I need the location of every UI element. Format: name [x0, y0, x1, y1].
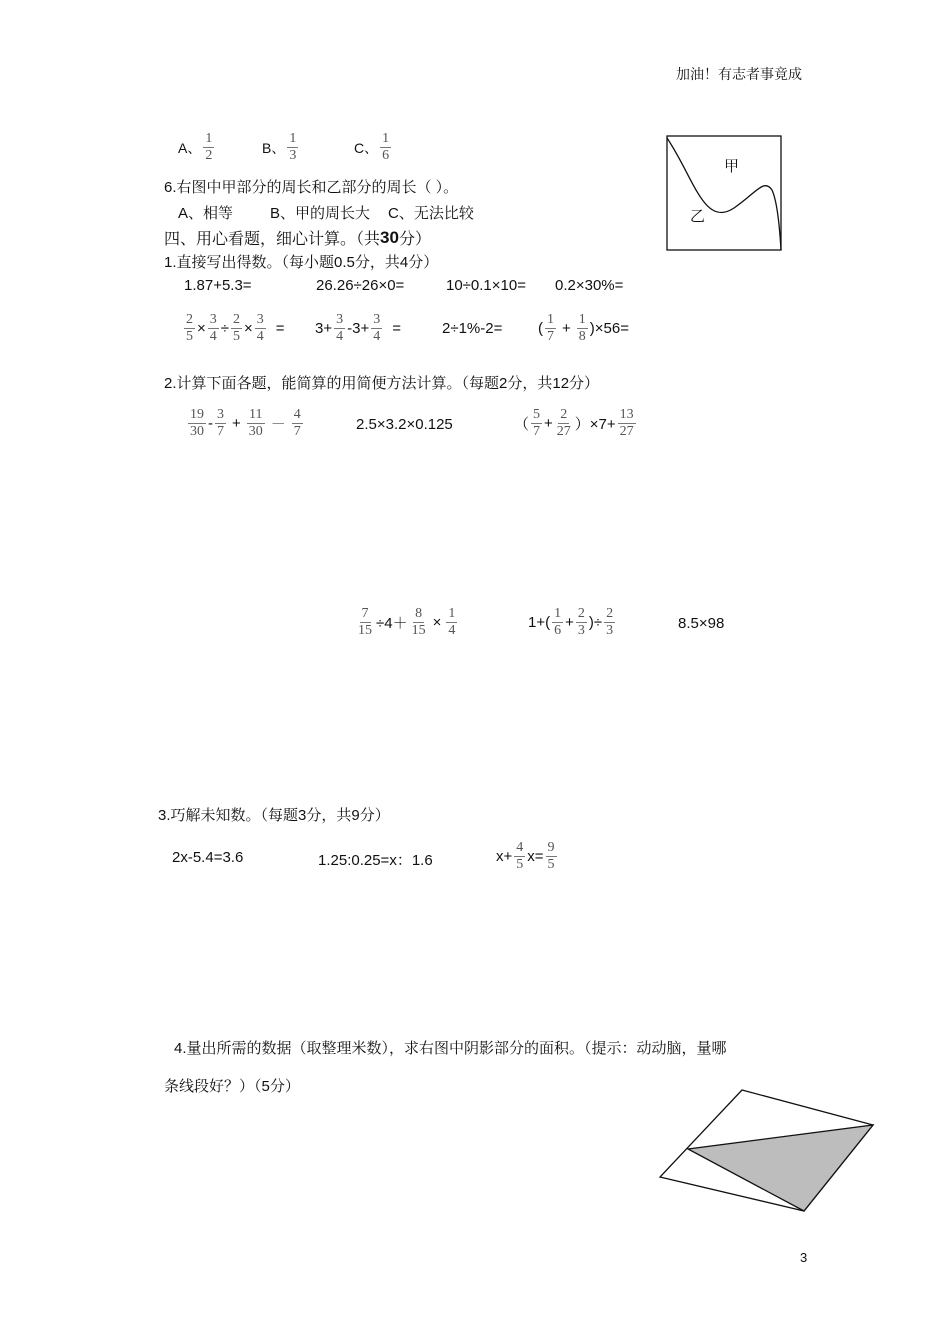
- s2-problem-5: 1+( $\frac{1}{6}$ + $\frac{2}{3}$ )÷ $\frac{2}{3}$: [528, 606, 614, 638]
- fraction: $\frac{1}{2}$: [205, 131, 213, 163]
- fraction: $\frac{4}{7}$: [293, 407, 301, 439]
- fraction: $\frac{3}{4}$: [336, 312, 344, 344]
- s2-problem-3: （ $\frac{5}{7}$ + $\frac{2}{27}$ ）×7+ $\frac{13}{27}$: [514, 407, 634, 439]
- option-label: A、: [178, 139, 202, 156]
- fraction: $\frac{1}{6}$: [554, 606, 562, 638]
- fraction: $\frac{2}{5}$: [233, 312, 240, 344]
- fraction: $\frac{3}{4}$: [256, 312, 264, 344]
- fraction: $\frac{19}{30}$: [190, 407, 204, 439]
- s2-problem-2: 2.5×3.2×0.125: [356, 416, 453, 433]
- figure-jia-yi: [664, 133, 784, 253]
- fraction: $\frac{1}{7}$: [547, 312, 554, 344]
- s2-problem-4: $\frac{7}{15}$ ÷4＋ $\frac{8}{15}$ × $\frac{1}{4}$: [358, 606, 456, 638]
- label-yi: 乙: [690, 208, 706, 225]
- s4-text-line-2: 条线段好？）（5分）: [164, 1078, 300, 1095]
- calc-5: $\frac{2}{5}$ × $\frac{3}{4}$ ÷ $\frac{2}{5}$ × $\frac{3}{4}$ =: [186, 312, 285, 344]
- fraction: $\frac{2}{27}$: [556, 407, 571, 439]
- fraction: $\frac{2}{3}$: [577, 606, 585, 638]
- calc-3: 10÷0.1×10=: [446, 277, 526, 294]
- s4-text-line-1: 4.量出所需的数据（取整理米数），求右图中阴影部分的面积。（提示：动动脑，量哪: [174, 1040, 727, 1057]
- s3-equation-1: 2x-5.4=3.6: [172, 849, 244, 866]
- square-outline: [667, 136, 781, 250]
- fraction: $\frac{9}{5}$: [547, 840, 555, 872]
- q5-option-c: [354, 131, 393, 164]
- fraction: $\frac{8}{15}$: [411, 606, 426, 638]
- fraction: $\frac{5}{7}$: [533, 407, 541, 439]
- s2-title: 2.计算下面各题，能简算的用简便方法计算。（每题2分，共12分）: [164, 375, 600, 392]
- fraction: $\frac{1}{3}$: [289, 131, 297, 163]
- fraction: $\frac{3}{4}$: [373, 312, 381, 344]
- figure-shaded-triangle: [655, 1085, 880, 1220]
- calc-6: 3+ $\frac{3}{4}$ -3+ $\frac{3}{4}$ =: [315, 312, 401, 344]
- fraction: $\frac{3}{7}$: [217, 407, 224, 439]
- calc-4: 0.2×30%=: [555, 277, 624, 294]
- s3-title: 3.巧解未知数。（每题3分，共9分）: [158, 807, 390, 824]
- option-label: C、: [354, 139, 379, 156]
- option-label: B、: [262, 139, 286, 156]
- q6-option-b: B、甲的周长大: [270, 205, 371, 222]
- s1-title: 1.直接写出得数。（每小题0.5分，共4分）: [164, 254, 439, 271]
- calc-1: 1.87+5.3=: [184, 277, 252, 294]
- fraction: $\frac{13}{27}$: [619, 407, 634, 439]
- q5-option-a: [178, 131, 216, 164]
- label-jia: 甲: [724, 158, 740, 175]
- page-number: 3: [800, 1250, 808, 1265]
- s3-equation-2: 1.25:0.25=x：1.6: [318, 852, 433, 869]
- calc-2: 26.26÷26×0=: [316, 277, 405, 294]
- s2-problem-1: $\frac{19}{30}$ - $\frac{3}{7}$ + $\frac{11}{30}$ － $\frac{4}{7}$: [190, 407, 301, 439]
- section-4-title: 四、用心看题，细心计算。（共 30 分）: [164, 227, 431, 248]
- fraction: $\frac{1}{8}$: [578, 312, 586, 344]
- fraction: $\frac{3}{4}$: [209, 312, 217, 344]
- calc-7: 2÷1%-2=: [442, 320, 503, 337]
- s3-equation-3: x+ $\frac{4}{5}$ x= $\frac{9}{5}$: [496, 840, 555, 872]
- fraction: $\frac{2}{3}$: [606, 606, 614, 638]
- q6-text: 6.右图中甲部分的周长和乙部分的周长（ ）。: [164, 179, 459, 196]
- fraction: $\frac{4}{5}$: [516, 840, 524, 872]
- fraction: $\frac{7}{15}$: [358, 606, 372, 638]
- q5-option-b: [262, 131, 300, 164]
- calc-8: ( $\frac{1}{7}$ + $\frac{1}{8}$ )×56=: [538, 312, 629, 344]
- fraction: $\frac{11}{30}$: [248, 407, 263, 439]
- fraction: $\frac{2}{5}$: [186, 312, 193, 344]
- q6-option-a: A、相等: [178, 205, 234, 222]
- q6-option-c: C、无法比较: [388, 205, 474, 222]
- fraction: $\frac{1}{6}$: [382, 131, 390, 163]
- s2-problem-6: 8.5×98: [678, 615, 725, 632]
- fraction: $\frac{1}{4}$: [448, 606, 456, 638]
- header-motto: 加油！有志者事竟成: [676, 68, 802, 83]
